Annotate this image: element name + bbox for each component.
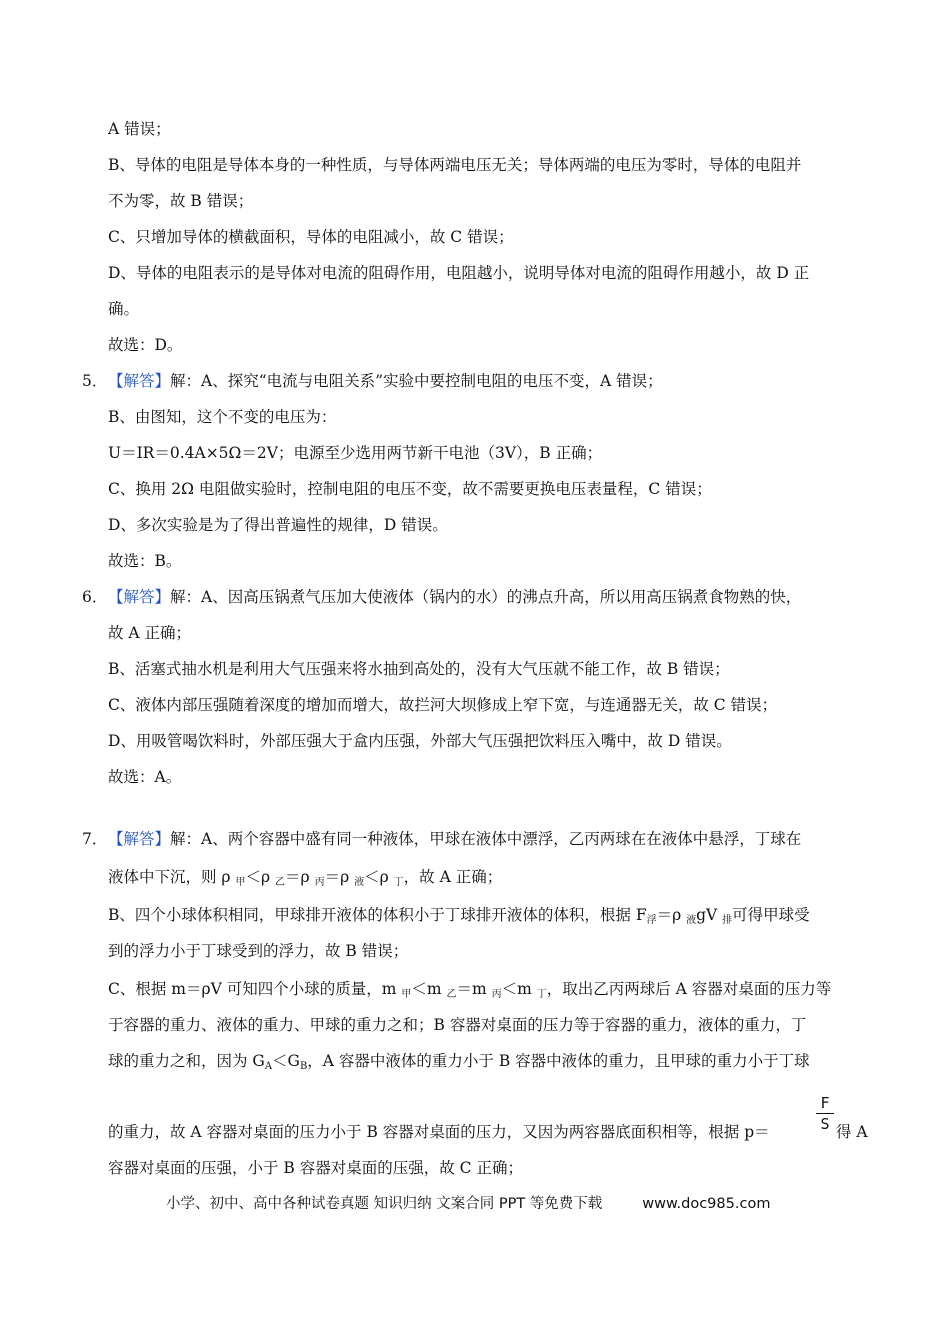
pressure-formula-fraction — [814, 1094, 836, 1133]
text-line: 的重力，故 A 容器对桌面的压力小于 B 容器对桌面的压力，又因为两容器底面积相等，根据 p＝ — [108, 1123, 770, 1141]
text-segment: ＝ρ — [285, 868, 315, 886]
fraction-numerator: F — [820, 1094, 830, 1112]
text-line: C、只增加导体的横截面积，导体的电阻减小，故 C 错误； — [108, 228, 514, 246]
text-line: 故选：B。 — [108, 552, 182, 570]
text-line: 确。 — [108, 300, 140, 318]
answer-bracket: 【解答】 — [108, 588, 171, 606]
text-segment: gV — [696, 906, 723, 924]
answer-text: 解：A、两个容器中盛有同一种液体，甲球在液体中漂浮，乙丙两球在在液体中悬浮，丁球在 — [170, 830, 802, 848]
text-line: 故 A 正确； — [108, 624, 192, 642]
text-line: 不为零，故 B 错误； — [108, 192, 254, 210]
subscript: A — [264, 1061, 273, 1072]
text-line — [108, 867, 502, 890]
text-segment: 液体中下沉，则 ρ — [108, 868, 236, 886]
subscript: 浮 — [646, 915, 657, 926]
answer-text: 解：A、探究“电流与电阻关系”实验中要控制电阻的电压不变，A 错误； — [170, 372, 663, 390]
subscript: 甲 — [401, 989, 412, 1000]
text-line — [108, 905, 810, 928]
text-line: B、由图知，这个不变的电压为： — [108, 408, 337, 426]
text-line — [108, 1051, 810, 1074]
answer-line — [108, 587, 801, 607]
text-line: D、用吸管喝饮料时，外部压强大于盒内压强，外部大气压强把饮料压入嘴中，故 D 错误。 — [108, 732, 732, 750]
text-segment: ，取出乙丙两球后 A 容器对桌面的压力等 — [546, 980, 832, 998]
subscript: 丁 — [393, 877, 404, 888]
text-segment: ＜m — [501, 980, 537, 998]
subscript: 乙 — [446, 989, 457, 1000]
answer-bracket: 【解答】 — [108, 372, 171, 390]
footer-website: www.doc985.com — [642, 1196, 771, 1212]
subscript: 甲 — [235, 877, 246, 888]
text-line: 于容器的重力、液体的重力、甲球的重力之和；B 容器对桌面的压力等于容器的重力，液体的重力，丁 — [108, 1016, 807, 1034]
page-footer — [166, 1192, 770, 1213]
footer-text: 小学、初中、高中各种试卷真题 知识归纳 文案合同 PPT 等免费下载 — [166, 1196, 603, 1212]
answer-line — [108, 829, 801, 849]
question-number: 7． — [82, 830, 108, 848]
subscript: B — [299, 1061, 308, 1072]
text-segment: 可得甲球受 — [732, 906, 810, 924]
text-segment: ＝ρ — [656, 906, 687, 924]
subscript: 液 — [354, 877, 365, 888]
text-segment: ＜ρ — [245, 868, 276, 886]
text-segment: ＝m — [456, 980, 492, 998]
text-line: C、换用 2Ω 电阻做实验时，控制电阻的电压不变，故不需要更换电压表量程，C 错误； — [108, 480, 712, 498]
text-line: C、液体内部压强随着深度的增加而增大，故拦河大坝修成上窄下宽，与连通器无关，故 C 错误； — [108, 696, 778, 714]
text-line: D、多次实验是为了得出普遍性的规律，D 错误。 — [108, 516, 448, 534]
text-line: 到的浮力小于丁球受到的浮力，故 B 错误； — [108, 942, 409, 960]
subscript: 排 — [722, 915, 733, 926]
text-segment: 球的重力之和，因为 G — [108, 1052, 265, 1070]
subscript: 丁 — [536, 989, 547, 1000]
subscript: 乙 — [275, 877, 286, 888]
text-segment: B、四个小球体积相同，甲球排开液体的体积小于丁球排开液体的体积，根据 F — [108, 906, 647, 924]
subscript: 液 — [686, 915, 697, 926]
text-line: 容器对桌面的压强，小于 B 容器对桌面的压强，故 C 正确； — [108, 1159, 523, 1177]
text-segment: C、根据 m＝ρV 可知四个小球的质量，m — [108, 980, 402, 998]
text-segment: ＜ρ — [364, 868, 394, 886]
text-line: B、导体的电阻是导体本身的一种性质，与导体两端电压无关；导体两端的电压为零时，导体的电阻并 — [108, 156, 802, 174]
fraction-denominator: S — [820, 1115, 830, 1133]
text-segment: ，A 容器中液体的重力小于 B 容器中液体的重力，且甲球的重力小于丁球 — [307, 1052, 810, 1070]
text-line: 故选：D。 — [108, 336, 183, 354]
answer-line — [108, 371, 663, 391]
text-segment: ＜G — [272, 1052, 300, 1070]
text-line: B、活塞式抽水机是利用大气压强来将水抽到高处的，没有大气压就不能工作，故 B 错误； — [108, 660, 730, 678]
text-line — [108, 979, 831, 1002]
text-line: 得 A — [836, 1123, 868, 1141]
text-segment: ，故 A 正确； — [403, 868, 503, 886]
text-line: 故选：A。 — [108, 768, 182, 786]
question-number: 5． — [82, 372, 108, 390]
fraction-bar — [816, 1113, 834, 1114]
subscript: 丙 — [314, 877, 325, 888]
text-line: A 错误； — [108, 120, 171, 138]
text-segment: ＝ρ — [324, 868, 355, 886]
text-segment: ＜m — [411, 980, 447, 998]
text-line: U＝IR＝0.4A×5Ω＝2V；电源至少选用两节新干电池（3V），B 正确； — [108, 444, 603, 462]
answer-text: 解：A、因高压锅煮气压加大使液体（锅内的水）的沸点升高，所以用高压锅煮食物熟的快， — [170, 588, 802, 606]
answer-bracket: 【解答】 — [108, 830, 171, 848]
subscript: 丙 — [491, 989, 502, 1000]
question-number: 6． — [82, 588, 108, 606]
text-line: D、导体的电阻表示的是导体对电流的阻碍作用，电阻越小，说明导体对电流的阻碍作用越小，故 D 正 — [108, 264, 810, 282]
